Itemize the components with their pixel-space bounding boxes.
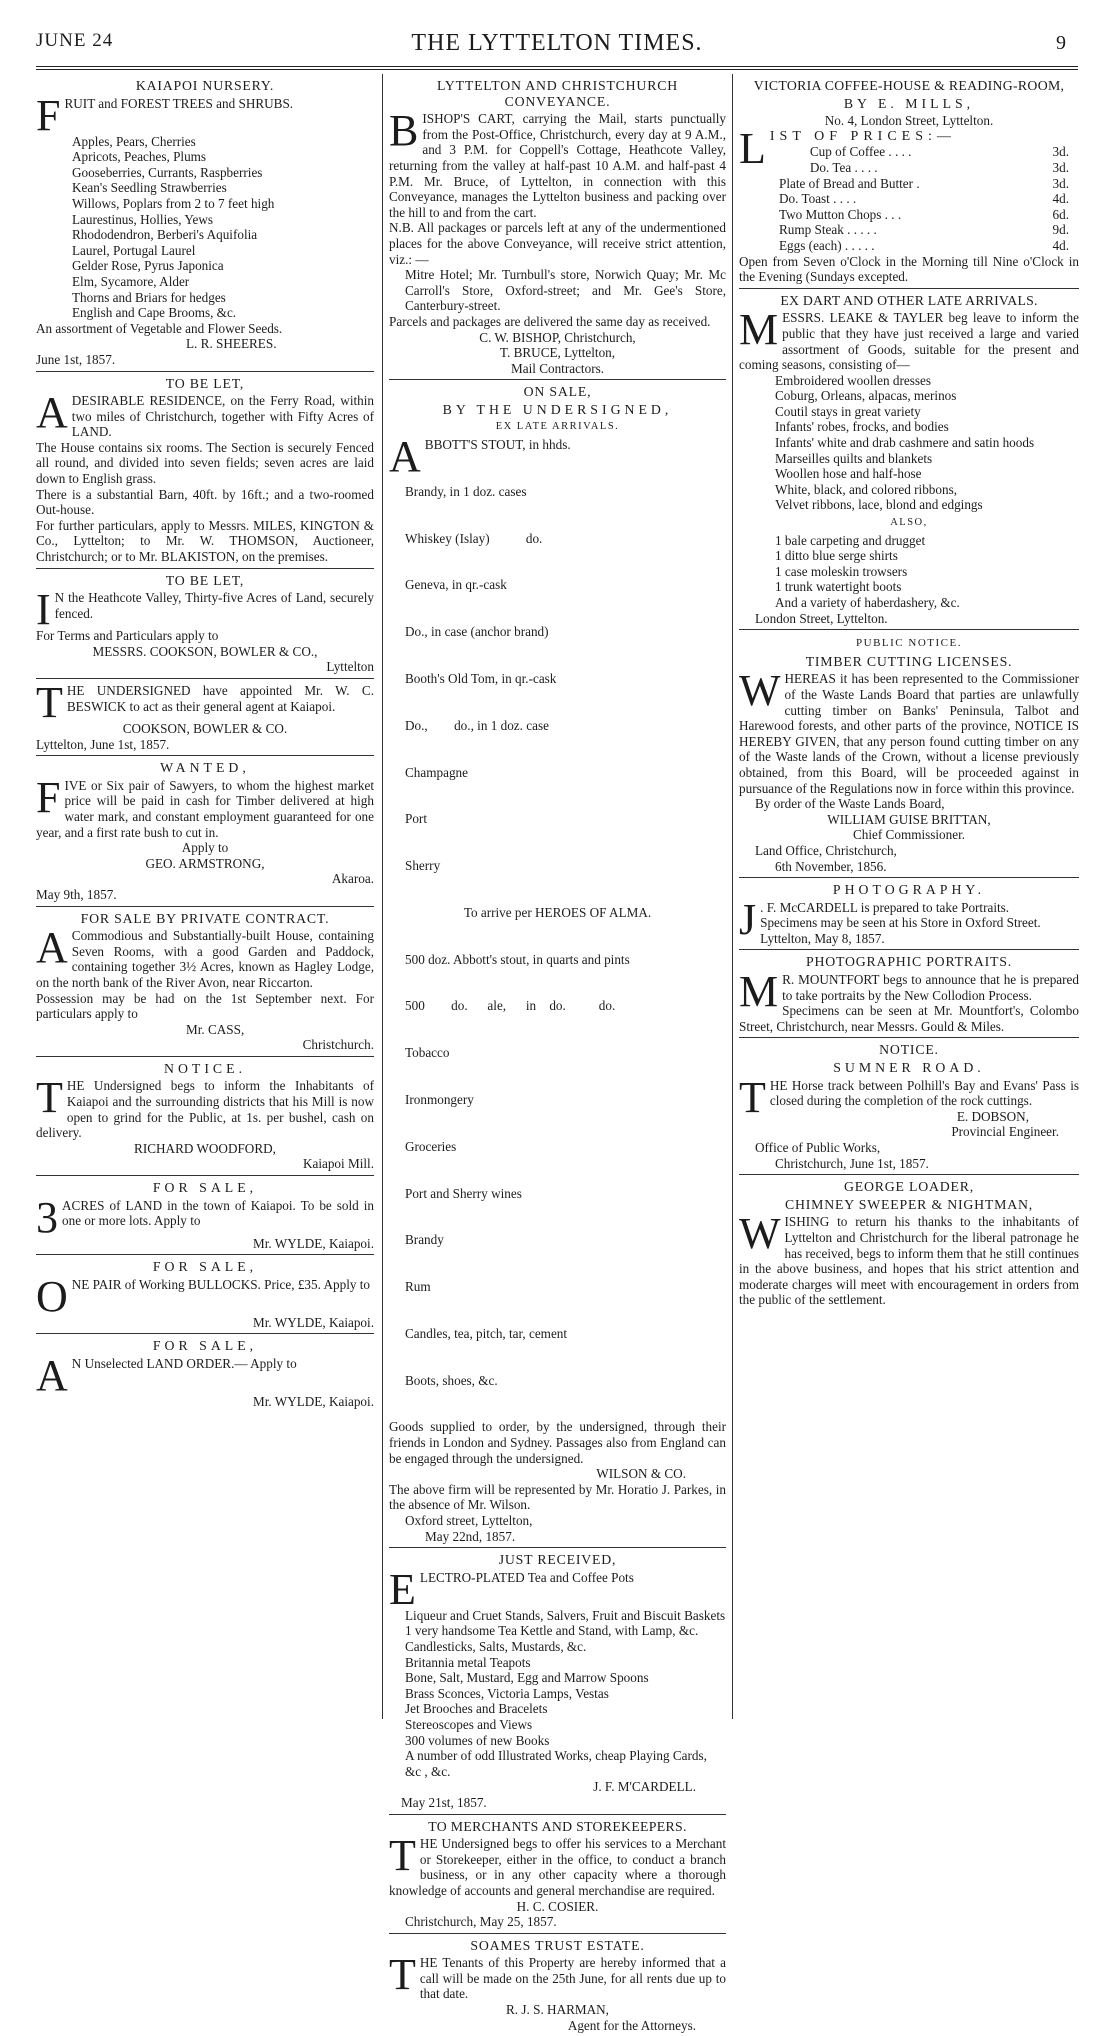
ad-for-sale-land xyxy=(36,1176,374,1255)
ad-heading: TIMBER CUTTING LICENSES. xyxy=(805,653,1013,669)
ad-lead: RUIT and FOREST TREES and SHRUBS. xyxy=(64,95,294,111)
list-item: Boots, shoes, &c. xyxy=(405,1372,498,1388)
list-item: Infants' robes, frocks, and bodies xyxy=(775,419,949,435)
list-item: Rum xyxy=(405,1279,431,1295)
drop-cap: W xyxy=(739,666,781,716)
ad-body: Commodious and Substantially-built House, containing Seven Rooms, with a good Garden and Paddock, containing together 3½ Acres, known as Hagley Lodge, on the north bank of the River Avon, near Riccarton. xyxy=(36,928,374,990)
list-item: Champagne xyxy=(405,764,468,780)
ad-place: Christchurch. xyxy=(302,1037,374,1053)
ad-for-sale-order xyxy=(36,1334,374,1412)
ad-body: HE Horse track between Polhill's Bay and Evans' Pass is closed during the completion of the rock cuttings. xyxy=(769,1077,1079,1109)
list-item: Woollen hose and half-hose xyxy=(775,466,922,482)
list-item: 1 very handsome Tea Kettle and Stand, with Lamp, &c. xyxy=(405,1623,699,1639)
list-item: Whiskey (Islay) do. xyxy=(405,530,543,546)
ad-body: Specimens can be seen at Mr. Mountfort's, Colombo Street, Christchurch, near Messrs. Gould & Miles. xyxy=(739,1003,1079,1034)
list-item: Brass Sconces, Victoria Lamps, Vestas xyxy=(405,1685,609,1701)
drop-cap: B xyxy=(389,106,419,156)
ad-ex-dart xyxy=(739,289,1079,630)
list-item: Apples, Pears, Cherries xyxy=(72,133,196,149)
price-item: Plate of Bread and Butter . xyxy=(779,175,920,191)
price-item: Cup of Coffee . . . . xyxy=(809,144,912,160)
ad-body: ACRES of LAND in the town of Kaiapoi. To be sold in one or more lots. Apply to xyxy=(62,1197,374,1229)
ad-date: Christchurch, May 25, 1857. xyxy=(405,1914,557,1930)
ad-kicker: EX LATE ARRIVALS. xyxy=(495,421,620,433)
ad-signature: Mr. CASS, xyxy=(186,1021,245,1037)
ad-date: 6th November, 1856. xyxy=(775,858,887,874)
price-list xyxy=(739,144,1079,253)
drop-cap: O xyxy=(36,1271,68,1321)
list-item: Infants' white and drab cashmere and satin hoods xyxy=(775,435,1035,451)
ad-notice-mill xyxy=(36,1057,374,1176)
price-value: 4d. xyxy=(1052,237,1069,253)
list-item: And a variety of haberdashery, &c. xyxy=(775,595,960,610)
drop-cap: W xyxy=(739,1209,781,1259)
list-item: Stereoscopes and Views xyxy=(405,1716,533,1732)
ad-apply: Apply to xyxy=(181,840,229,856)
list-item: Gooseberries, Currants, Raspberries xyxy=(72,164,263,180)
list-item: Bone, Salt, Mustard, Egg and Marrow Spoons xyxy=(405,1670,649,1686)
list-item: Rhododendron, Berberi's Aquifolia xyxy=(72,227,258,243)
ad-for-sale-bullocks xyxy=(36,1255,374,1334)
ad-kicker: PUBLIC NOTICE. xyxy=(856,637,962,650)
ad-heading: PHOTOGRAPHY. xyxy=(832,882,986,898)
ad-body: NE PAIR of Working BULLOCKS. Price, £35. Apply to xyxy=(71,1276,371,1292)
list-item: Apricots, Peaches, Plums xyxy=(72,149,207,165)
ad-heading: TO MERCHANTS AND STOREKEEPERS. xyxy=(428,1818,687,1834)
ad-also: ALSO, xyxy=(890,517,928,529)
goods-list-2 xyxy=(389,920,726,1419)
newspaper-title: THE LYTTELTON TIMES. xyxy=(411,30,703,56)
ad-arrive: To arrive per HEROES OF ALMA. xyxy=(463,904,652,920)
drop-cap: T xyxy=(36,678,63,727)
ad-place: Oxford street, Lyttelton, xyxy=(405,1513,533,1529)
list-item: Candlesticks, Salts, Mustards, &c. xyxy=(405,1639,587,1654)
ad-place: Akaroa. xyxy=(331,871,374,887)
column-divider-1 xyxy=(382,74,383,1719)
list-item: 500 doz. Abbott's stout, in quarts and pints xyxy=(405,951,630,967)
price-row xyxy=(739,191,1079,207)
ad-photographic-portraits xyxy=(739,950,1079,1038)
ad-body: HE Undersigned begs to inform the Inhabitants of Kaiapoi and the surrounding districts that his Mill is now open to grind for the Public, at 1s. per bushel, cash on delivery. xyxy=(36,1078,374,1141)
drop-cap: A xyxy=(36,388,68,438)
list-item: Brandy, in 1 doz. cases xyxy=(405,483,527,499)
list-item: Groceries xyxy=(405,1138,457,1154)
drop-cap: M xyxy=(739,967,779,1017)
masthead xyxy=(36,30,1078,66)
column-1 xyxy=(36,74,374,1413)
ad-heading: NOTICE. xyxy=(879,1042,939,1058)
ad-george-loader xyxy=(739,1175,1079,1311)
list-item: 1 ditto blue serge shirts xyxy=(775,548,898,564)
drop-cap: J xyxy=(739,894,757,944)
ad-signature: H. C. COSIER. xyxy=(516,1898,599,1914)
list-item: Sherry xyxy=(405,858,441,874)
ad-heading: FOR SALE, xyxy=(152,1338,258,1354)
list-item: Brandy xyxy=(405,1232,444,1248)
ad-heading: EX DART AND OTHER LATE ARRIVALS. xyxy=(780,292,1038,308)
page-number: 9 xyxy=(1056,32,1066,54)
price-value: 3d. xyxy=(1052,144,1069,160)
ad-signature: Mr. WYLDE, Kaiapoi. xyxy=(253,1235,374,1251)
list-item: A number of odd Illustrated Works, cheap Playing Cards, &c , &c. xyxy=(405,1748,707,1779)
list-item: Gelder Rose, Pyrus Japonica xyxy=(72,258,224,274)
price-item: Rump Steak . . . . . xyxy=(779,222,877,238)
ad-body: For further particulars, apply to Messrs. MILES, KINGTON & Co., Lyttelton; to Mr. W. THOMSON, Auctioneer, Christchurch; or to Mr. BLAKISTON, on the premises. xyxy=(36,517,374,565)
ad-wanted-sawyers xyxy=(36,756,374,906)
ad-date: May 21st, 1857. xyxy=(401,1794,487,1810)
goods-list-2 xyxy=(739,533,1079,611)
ad-heading: PHOTOGRAPHIC PORTRAITS. xyxy=(806,954,1012,970)
ad-body: ESSRS. LEAKE & TAYLER beg leave to inform the public that they have just received a large and varied assortment of Goods, suitable for the present and coming seasons, consisting of— xyxy=(739,310,1079,373)
ad-address: London Street, Lyttelton. xyxy=(755,610,888,626)
drop-cap: F xyxy=(36,90,61,140)
ad-body: N.B. All packages or parcels left at any of the undermentioned places for the above Conveyance, will receive strict attention, viz.: — xyxy=(389,220,726,267)
ad-heading: KAIAPOI NURSERY. xyxy=(135,78,275,93)
ad-footer: An assortment of Vegetable and Flower Seeds. xyxy=(36,320,283,336)
list-item: White, black, and colored ribbons, xyxy=(775,481,958,497)
list-item: 300 volumes of new Books xyxy=(405,1732,550,1748)
ad-address: No. 4, London Street, Lyttelton. xyxy=(824,113,994,129)
ad-place: Office of Public Works, xyxy=(755,1140,881,1155)
ad-date: May 9th, 1857. xyxy=(36,886,117,902)
ad-body: Parcels and packages are delivered the same day as received. xyxy=(389,313,711,329)
drop-cap: A xyxy=(389,432,421,482)
ad-body: N Unselected LAND ORDER.— Apply to xyxy=(71,1356,297,1371)
ad-heading: FOR SALE BY PRIVATE CONTRACT. xyxy=(80,910,330,926)
column-divider-2 xyxy=(732,74,733,1719)
ad-lead: LECTRO-PLATED Tea and Coffee Pots xyxy=(419,1569,634,1585)
ad-date: Lyttelton, May 8, 1857. xyxy=(760,930,885,946)
ad-subheading: CHIMNEY SWEEPER & NIGHTMAN, xyxy=(785,1196,1033,1212)
list-item: Elm, Sycamore, Alder xyxy=(72,273,190,289)
list-item: Coutil stays in great variety xyxy=(775,403,921,419)
ad-on-sale-wilson xyxy=(389,380,726,1548)
list-item: Geneva, in qr.-cask xyxy=(405,577,507,593)
ad-date: June 1st, 1857. xyxy=(36,351,116,367)
ad-body: Goods supplied to order, by the undersigned, through their friends in London and Sydney. Passages also from England can be engaged through the undersigned. xyxy=(389,1419,726,1466)
ad-sumner-road xyxy=(739,1038,1079,1175)
masthead-rule-2 xyxy=(36,69,1078,70)
nursery-list xyxy=(36,134,374,321)
drop-cap: L xyxy=(739,123,766,173)
ad-date: Christchurch, June 1st, 1857. xyxy=(775,1155,929,1171)
goods-list xyxy=(389,453,726,905)
list-item: Booth's Old Tom, in qr.-cask xyxy=(405,670,557,686)
ad-date: May 22nd, 1857. xyxy=(425,1528,516,1544)
ad-private-contract xyxy=(36,907,374,1057)
ad-heading: TO BE LET, xyxy=(165,572,245,588)
ad-role: Agent for the Attorneys. xyxy=(567,2017,696,2033)
price-value: 3d. xyxy=(1052,159,1069,175)
ad-heading: FOR SALE, xyxy=(152,1180,258,1196)
ad-body: N the Heathcote Valley, Thirty-five Acres of Land, securely fenced. xyxy=(54,590,374,621)
goods-list xyxy=(739,373,1079,513)
ad-signature: R. J. S. HARMAN, xyxy=(506,2002,609,2018)
ad-date: Lyttelton, June 1st, 1857. xyxy=(36,736,170,752)
ad-kaiapoi-nursery xyxy=(36,74,374,372)
ad-role: Chief Commissioner. xyxy=(852,827,966,843)
ad-body: . F. McCARDELL is prepared to take Portraits. xyxy=(760,899,1010,915)
ad-body: HE Undersigned begs to offer his services to a Merchant or Storekeeper, either in the office, to conduct a branch business, or in any other capacity where a thorough knowledge of accounts and general merchandise are required. xyxy=(389,1836,726,1898)
drop-cap: F xyxy=(36,772,61,822)
drop-cap: A xyxy=(36,923,68,973)
list-item: Port and Sherry wines xyxy=(405,1185,522,1201)
ad-heading: ON SALE, xyxy=(523,384,592,400)
list-item: Candles, tea, pitch, tar, cement xyxy=(405,1325,568,1341)
ad-body: By order of the Waste Lands Board, xyxy=(755,796,945,812)
ad-signature: RICHARD WOODFORD, xyxy=(134,1140,276,1156)
ad-to-be-let-heathcote xyxy=(36,569,374,679)
ad-heading: GEORGE LOADER, xyxy=(844,1179,974,1195)
list-item: Ironmongery xyxy=(405,1092,474,1107)
ad-byline: BY E. MILLS, xyxy=(843,95,975,111)
price-row xyxy=(770,144,1079,160)
price-row xyxy=(739,176,1079,192)
drop-cap: M xyxy=(739,305,779,355)
price-row xyxy=(739,222,1079,238)
list-item: Marseilles quilts and blankets xyxy=(775,450,933,466)
ad-signature: Mr. WYLDE, Kaiapoi. xyxy=(253,1394,374,1409)
ad-body: The above firm will be represented by Mr. Horatio J. Parkes, in the absence of Mr. Wilson. xyxy=(389,1481,726,1513)
column-3 xyxy=(739,74,1079,1311)
ad-heading: VICTORIA COFFEE-HOUSE & READING-ROOM, xyxy=(753,78,1065,93)
ad-body: For Terms and Particulars apply to xyxy=(36,628,219,644)
ad-body: HE UNDERSIGNED have appointed Mr. W. C. BESWICK to act as their general agent at Kaiapoi. xyxy=(66,683,374,714)
list-item: Laurel, Portugal Laurel xyxy=(72,242,196,258)
ad-agent-kaiapoi xyxy=(36,679,374,756)
ad-body: HEREAS it has been represented to the Commissioner of the Waste Lands Board that parties are unlawfully cutting timber on Banks' Peninsula, Talbot and Harewood forests, and other parts of the province, NOTICE IS HEREBY GIVEN, that any person found cutting timber on any of the Waste lands of the Crown, without a license previously obtained, from this Board, will be proceeded against in pursuance of the Regulations now in force within this province. xyxy=(739,671,1079,796)
ad-conveyance xyxy=(389,74,726,380)
ad-body: Possession may be had on the 1st September next. For particulars apply to xyxy=(36,990,374,1022)
list-item: 1 bale carpeting and drugget xyxy=(775,532,926,548)
issue-date: JUNE 24 xyxy=(36,30,114,51)
price-value: 4d. xyxy=(1052,191,1069,207)
ad-photography xyxy=(739,878,1079,950)
list-item: English and Cape Brooms, &c. xyxy=(72,305,237,321)
ad-signature: T. BRUCE, Lyttelton, xyxy=(499,345,616,361)
ad-signature: L. R. SHEERES. xyxy=(186,336,277,352)
price-item: Do. Toast . . . . xyxy=(779,191,857,207)
ad-signature: C. W. BISHOP, Christchurch, xyxy=(479,329,636,345)
ad-just-received xyxy=(389,1548,726,1814)
ad-soames-trust xyxy=(389,1934,726,2036)
ad-body: ISHOP'S CART, carrying the Mail, starts punctually from the Post-Office, Christchurch, every day at 9 A.M., and 3 P.M. for Coppell's Cottage, Heathcote Valley, returning from the valley at half-past 10 A.M. and half-past 4 P.M. Mr. Bruce, of Lyttelton, in connection with this Conveyance, manages the Lyttelton business and packing over the hill to and from the cart. xyxy=(389,111,726,220)
ad-body: IVE or Six pair of Sawyers, to whom the highest market price will be paid in cash for Timber delivered at high water mark, and constant employment guaranteed for one year, and a first rate bush to cut in. xyxy=(36,777,374,840)
ad-heading: LYTTELTON AND CHRISTCHURCH CONVEYANCE. xyxy=(437,78,678,109)
ad-signature: WILSON & CO. xyxy=(596,1466,686,1482)
list-item: 500 do. ale, in do. do. xyxy=(405,998,616,1014)
price-row xyxy=(739,238,1079,254)
ad-body: Specimens may be seen at his Store in Oxford Street. xyxy=(760,915,1041,931)
ad-signature: J. F. M'CARDELL. xyxy=(593,1779,696,1795)
list-item: Do., in case (anchor brand) xyxy=(405,624,549,640)
ad-timber-licenses xyxy=(739,630,1079,878)
price-value: 6d. xyxy=(1052,206,1069,222)
list-item: Britannia metal Teapots xyxy=(405,1654,531,1670)
price-item: Do. Tea . . . . xyxy=(809,159,878,175)
ad-to-be-let-residence xyxy=(36,372,374,569)
drop-cap: T xyxy=(739,1072,766,1122)
ad-subheading: SUMNER ROAD. xyxy=(833,1060,985,1076)
drop-cap: I xyxy=(36,585,51,635)
ad-signature: E. DOBSON, xyxy=(956,1108,1029,1124)
ad-lead: IST OF PRICES:— xyxy=(769,128,956,144)
list-item: Laurestinus, Hollies, Yews xyxy=(72,211,214,227)
list-item: Jet Brooches and Bracelets xyxy=(405,1701,548,1717)
ad-heading: FOR SALE, xyxy=(152,1259,258,1275)
ad-coffee-house xyxy=(739,74,1079,289)
ad-role: Provincial Engineer. xyxy=(951,1124,1059,1140)
ad-signature: COOKSON, BOWLER & CO. xyxy=(122,721,288,736)
list-item: Port xyxy=(405,811,427,827)
list-item: 1 case moleskin trowsers xyxy=(775,563,908,579)
drop-cap: E xyxy=(389,1564,416,1614)
ad-subheading: BY THE UNDERSIGNED, xyxy=(442,401,673,417)
ad-role: Mail Contractors. xyxy=(510,360,605,376)
list-item: Velvet ribbons, lace, blond and edgings xyxy=(775,497,983,513)
ad-body: There is a substantial Barn, 40ft. by 16ft.; and a two-roomed Out-house. xyxy=(36,486,374,518)
list-item: 1 trunk watertight boots xyxy=(775,579,902,595)
list-item: Thorns and Briars for hedges xyxy=(72,289,226,305)
goods-list xyxy=(389,1608,726,1780)
column-2 xyxy=(389,74,726,2036)
ad-heading: NOTICE. xyxy=(163,1060,247,1076)
ad-signature: WILLIAM GUISE BRITTAN, xyxy=(827,811,991,827)
ad-heading: WANTED, xyxy=(160,760,250,776)
ad-body: Open from Seven o'Clock in the Morning till Nine o'Clock in the Evening (Sundays excepted. xyxy=(739,253,1079,285)
price-value: 3d. xyxy=(1052,175,1069,191)
list-item: Liqueur and Cruet Stands, Salvers, Fruit and Biscuit Baskets xyxy=(405,1607,726,1623)
list-item: Kean's Seedling Strawberries xyxy=(72,180,227,196)
price-item: Eggs (each) . . . . . xyxy=(779,237,875,253)
drop-cap: T xyxy=(389,1950,416,2000)
price-row xyxy=(739,207,1079,223)
list-item: Tobacco xyxy=(405,1045,450,1061)
drop-cap: T xyxy=(36,1073,63,1123)
ad-signature: MESSRS. COOKSON, BOWLER & CO., xyxy=(92,643,318,659)
ad-signature: Mr. WYLDE, Kaiapoi. xyxy=(253,1314,374,1330)
list-item: Willows, Poplars from 2 to 7 feet high xyxy=(72,195,275,211)
ad-lead: BBOTT'S STOUT, in hhds. xyxy=(424,437,571,453)
masthead-rule xyxy=(36,66,1078,67)
ad-body: HE Tenants of this Property are hereby informed that a call will be made on the 25th June, for all rents due up to that date. xyxy=(419,1955,726,2002)
ad-place: Lyttelton xyxy=(326,659,374,675)
ad-body: ISHING to return his thanks to the inhabitants of Lyttelton and Christchurch for the liberal patronage he has received, begs to inform them that he still continues in the above business, and hopes that his strict attention and moderate charges will meet with encouragement in orders from the public of the settlement. xyxy=(739,1214,1079,1308)
price-value: 9d. xyxy=(1052,222,1069,238)
drop-cap: A xyxy=(36,1351,68,1400)
price-row xyxy=(770,160,1079,176)
drop-cap: 3 xyxy=(36,1192,58,1242)
ad-signature: GEO. ARMSTRONG, xyxy=(145,855,265,871)
ad-heading: JUST RECEIVED, xyxy=(498,1552,617,1568)
ad-body: R. MOUNTFORT begs to announce that he is prepared to take portraits by the New Collodion Process. xyxy=(782,972,1079,1003)
list-item: Do., do., in 1 doz. case xyxy=(405,717,549,733)
ad-place: Kaiapoi Mill. xyxy=(302,1156,374,1172)
ad-place: Land Office, Christchurch, xyxy=(755,842,897,858)
ad-merchants xyxy=(389,1815,726,1934)
list-item: Coburg, Orleans, alpacas, merinos xyxy=(775,388,957,404)
list-item: Embroidered woollen dresses xyxy=(775,372,932,388)
drop-cap: T xyxy=(389,1831,416,1881)
ad-body: The House contains six rooms. The Section is securely Fenced all round, and divided into seven fields; seven acres are laid down to English grass. xyxy=(36,439,374,487)
ad-heading: SOAMES TRUST ESTATE. xyxy=(470,1937,645,1953)
ad-heading: TO BE LET, xyxy=(165,375,245,391)
ad-body: Mitre Hotel; Mr. Turnbull's store, Norwich Quay; Mr. Mc Carroll's Store, Oxford-street; and Mr. Gee's Store, Canterbury-street. xyxy=(405,267,726,314)
price-item: Two Mutton Chops . . . xyxy=(779,206,902,222)
ad-body: DESIRABLE RESIDENCE, on the Ferry Road, within two miles of Christchurch, together with Fifty Acres of LAND. xyxy=(71,393,374,440)
